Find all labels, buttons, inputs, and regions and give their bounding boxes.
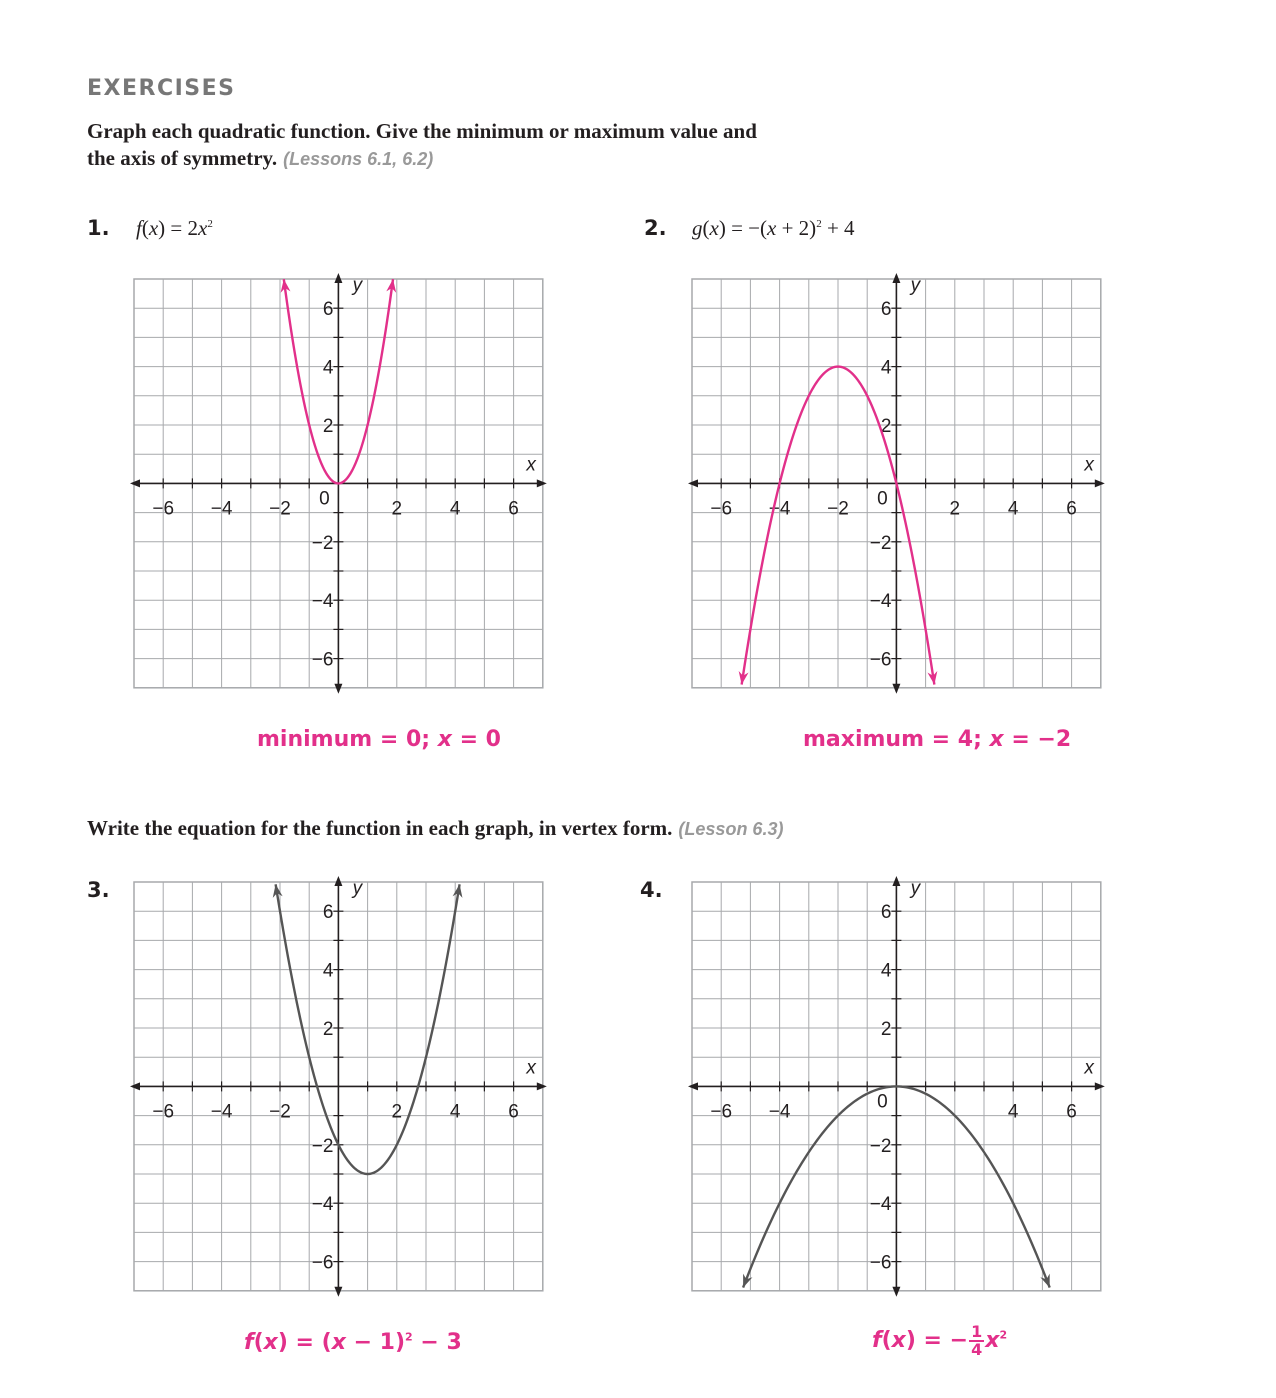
origin-label: 0 (319, 488, 330, 510)
x-tick-label: 4 (1007, 1101, 1019, 1123)
y-tick-label: −6 (869, 1252, 892, 1274)
y-tick-label: −2 (311, 1135, 334, 1157)
exercise-1-function: $f(x) = 2x^2$ (136, 216, 213, 240)
x-tick-label: −4 (768, 1101, 791, 1123)
x-axis-arrow-left (688, 479, 698, 487)
exercise-number-1: 1. (87, 216, 110, 240)
x-tick-label: −4 (210, 498, 233, 520)
x-axis-arrow-left (130, 479, 140, 487)
y-tick-label: −2 (311, 532, 334, 554)
graph-3 (130, 870, 552, 1299)
instructions-graph (87, 118, 757, 173)
y-axis-label: y (910, 275, 921, 296)
x-tick-label: −2 (269, 498, 291, 520)
exercise-3-answer: $f(x) = (x - 1)^2 - 3$ (244, 1330, 462, 1355)
y-tick-label: −4 (869, 591, 892, 613)
x-tick-label: −6 (152, 1101, 175, 1123)
y-axis-label: y (352, 275, 363, 296)
y-axis-arrow-down (892, 1287, 900, 1297)
instruction-line-3: Write the equation for the function in each graph, in vertex form. (87, 816, 673, 840)
x-tick-label: −4 (210, 1101, 233, 1123)
y-tick-label: 4 (880, 960, 892, 982)
y-tick-label: 2 (322, 416, 334, 437)
y-tick-label: 2 (880, 416, 892, 437)
graph-2 (688, 267, 1110, 696)
y-tick-label: 4 (322, 960, 334, 982)
exercise-number-3: 3. (87, 878, 110, 902)
x-tick-label: −6 (710, 498, 733, 520)
origin-label: 0 (877, 1091, 888, 1113)
y-axis-arrow-up (892, 876, 900, 886)
x-tick-label: −6 (710, 1101, 733, 1123)
x-tick-label: −6 (152, 498, 175, 520)
y-tick-label: −6 (311, 1252, 334, 1274)
x-tick-label: −2 (269, 1101, 291, 1123)
x-axis-arrow-left (688, 1082, 698, 1090)
y-tick-label: 6 (322, 902, 334, 924)
instruction-line-2: the axis of symmetry. (87, 146, 278, 170)
exercise-number-4: 4. (640, 878, 663, 902)
x-tick-label: 4 (449, 498, 461, 520)
y-tick-label: 6 (322, 299, 334, 321)
y-tick-label: 4 (880, 357, 892, 379)
y-axis-arrow-down (334, 1287, 342, 1297)
y-tick-label: −2 (869, 1135, 892, 1157)
x-tick-label: 6 (1066, 1101, 1077, 1123)
x-tick-label: 6 (508, 498, 519, 520)
exercise-2-function: $g(x) = -(x + 2)^2 + 4$ (692, 216, 855, 240)
y-axis-arrow-down (334, 684, 342, 694)
lesson-reference-1: (Lessons 6.1, 6.2) (283, 149, 434, 169)
y-axis-arrow-up (334, 876, 342, 886)
exercise-4-answer: f(x) = − $\frac{1}{4}$ $x^2$ (872, 1322, 1008, 1359)
x-axis-label: x (1084, 1057, 1094, 1079)
x-tick-label: −2 (827, 498, 849, 520)
x-axis-arrow-right (1095, 479, 1105, 487)
y-axis-label: y (352, 878, 363, 899)
graph-4 (688, 870, 1110, 1299)
y-axis-arrow-up (892, 273, 900, 283)
y-tick-label: −2 (869, 532, 892, 554)
y-tick-label: −4 (311, 591, 334, 613)
lesson-reference-2: (Lesson 6.3) (678, 819, 784, 839)
y-tick-label: 2 (880, 1019, 892, 1040)
exercises-heading: EXERCISES (87, 76, 236, 101)
y-axis-arrow-up (334, 273, 342, 283)
x-axis-arrow-right (1095, 1082, 1105, 1090)
y-tick-label: −4 (311, 1194, 334, 1216)
x-axis-arrow-left (130, 1082, 140, 1090)
x-tick-label: 4 (1007, 498, 1019, 520)
y-tick-label: 6 (880, 902, 892, 924)
x-tick-label: 6 (508, 1101, 519, 1123)
origin-label: 0 (877, 488, 888, 510)
x-axis-label: x (526, 1057, 536, 1079)
y-axis-label: y (910, 878, 921, 899)
exercise-1-answer: minimum = 0; x = 0 (257, 727, 501, 752)
y-tick-label: 6 (880, 299, 892, 321)
x-tick-label: −4 (768, 498, 791, 520)
x-axis-label: x (526, 454, 536, 476)
x-axis-arrow-right (537, 1082, 547, 1090)
instructions-vertex-form (87, 815, 783, 843)
y-tick-label: −4 (869, 1194, 892, 1216)
y-tick-label: 4 (322, 357, 334, 379)
instruction-line-1: Graph each quadratic function. Give the minimum or maximum value and (87, 119, 757, 143)
x-tick-label: 2 (949, 498, 961, 520)
y-tick-label: −6 (869, 649, 892, 671)
x-tick-label: 6 (1066, 498, 1077, 520)
y-axis-arrow-down (892, 684, 900, 694)
x-axis-arrow-right (537, 479, 547, 487)
y-tick-label: 2 (322, 1019, 334, 1040)
exercise-number-2: 2. (644, 216, 667, 240)
x-tick-label: 4 (449, 1101, 461, 1123)
graph-1 (130, 267, 552, 696)
exercise-2-answer: maximum = 4; x = −2 (803, 727, 1072, 752)
x-tick-label: 2 (391, 1101, 403, 1123)
x-tick-label: 2 (391, 498, 403, 520)
x-axis-label: x (1084, 454, 1094, 476)
y-tick-label: −6 (311, 649, 334, 671)
